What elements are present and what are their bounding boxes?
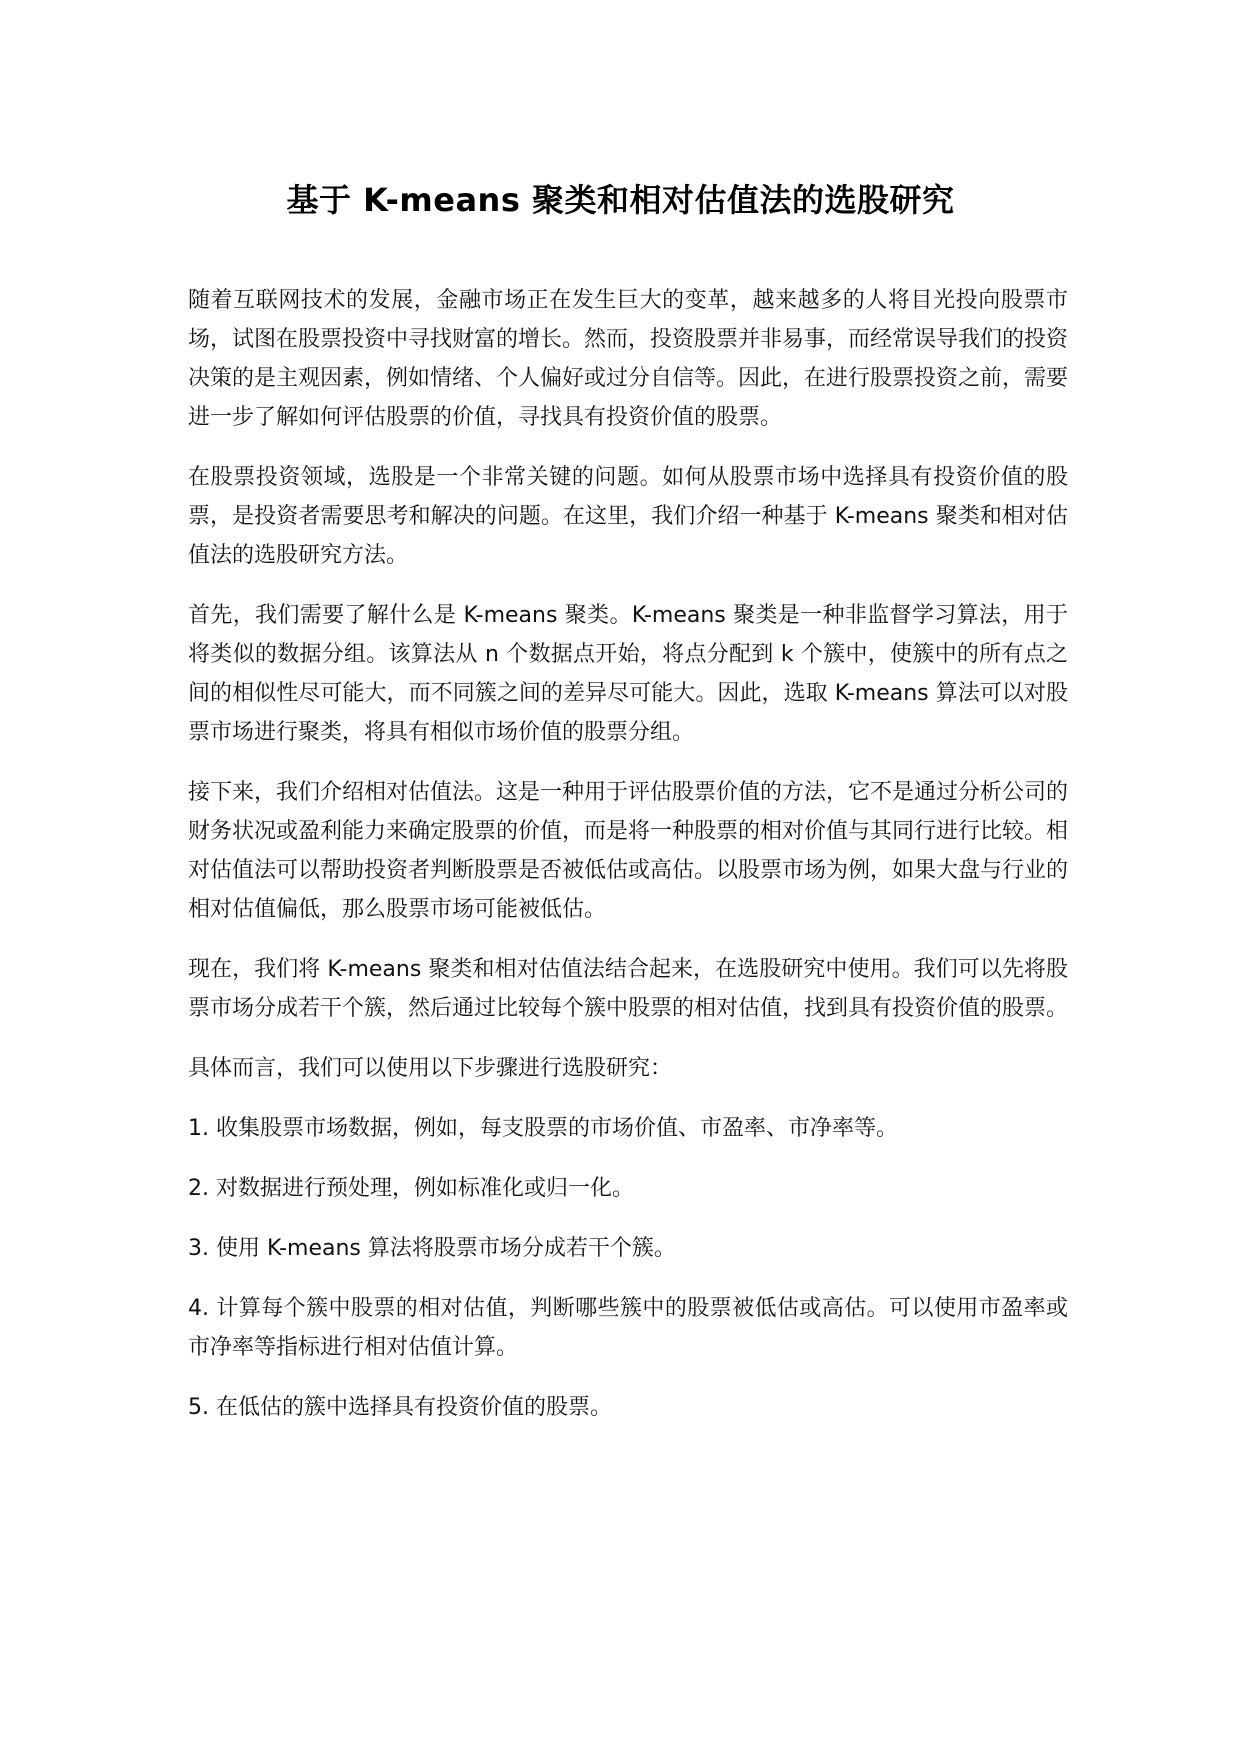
paragraph-combination: 现在，我们将 K-means 聚类和相对估值法结合起来，在选股研究中使用。我们可以先将股票市场分成若干个簇，然后通过比较每个簇中股票的相对估值，找到具有投资价值的股票。 [188, 957, 1069, 1021]
step-item-4: 4. 计算每个簇中股票的相对估值，判断哪些簇中的股票被低估或高估。可以使用市盈率或市净率等指标进行相对估值计算。 [188, 1296, 1068, 1360]
step-item-5: 5. 在低估的簇中选择具有投资价值的股票。 [188, 1395, 612, 1420]
document-body [188, 281, 1068, 1448]
step-item-2: 2. 对数据进行预处理，例如标准化或归一化。 [188, 1176, 634, 1201]
paragraph-steps-intro: 具体而言，我们可以使用以下步骤进行选股研究： [188, 1056, 673, 1081]
paragraph-intro: 随着互联网技术的发展，金融市场正在发生巨大的变革，越来越多的人将目光投向股票市场，试图在股票投资中寻找财富的增长。然而，投资股票并非易事，而经常误导我们的投资决策的是主观因素，例如情绪、个人偏好或过分自信等。因此，在进行股票投资之前，需要进一步了解如何评估股票的价值，寻找具有投资价值的股票。 [188, 288, 1069, 430]
paragraph-relative-valuation: 接下来，我们介绍相对估值法。这是一种用于评估股票价值的方法，它不是通过分析公司的财务状况或盈利能力来确定股票的价值，而是将一种股票的相对价值与其同行进行比较。相对估值法可以帮助投资者判断股票是否被低估或高估。以股票市场为例，如果大盘与行业的相对估值偏低，那么股票市场可能被低估。 [188, 780, 1069, 922]
step-item-1: 1. 收集股票市场数据，例如，每支股票的市场价值、市盈率、市净率等。 [188, 1116, 898, 1141]
step-item-3: 3. 使用 K-means 算法将股票市场分成若干个簇。 [188, 1236, 676, 1261]
document-title: 基于 K-means 聚类和相对估值法的选股研究 [286, 181, 955, 219]
paragraph-stock-selection: 在股票投资领域，选股是一个非常关键的问题。如何从股票市场中选择具有投资价值的股票，是投资者需要思考和解决的问题。在这里，我们介绍一种基于 K-means 聚类和相对估值法的选股研究方法。 [188, 465, 1068, 568]
paragraph-kmeans: 首先，我们需要了解什么是 K-means 聚类。K-means 聚类是一种非监督学习算法，用于将类似的数据分组。该算法从 n 个数据点开始，将点分配到 k 个簇中，使簇中的所有点之间的相似性尽可能大，而不同簇之间的差异尽可能大。因此，选取 K-means 算法可以对股票市场进行聚类，将具有相似市场价值的股票分组。 [188, 603, 1068, 745]
